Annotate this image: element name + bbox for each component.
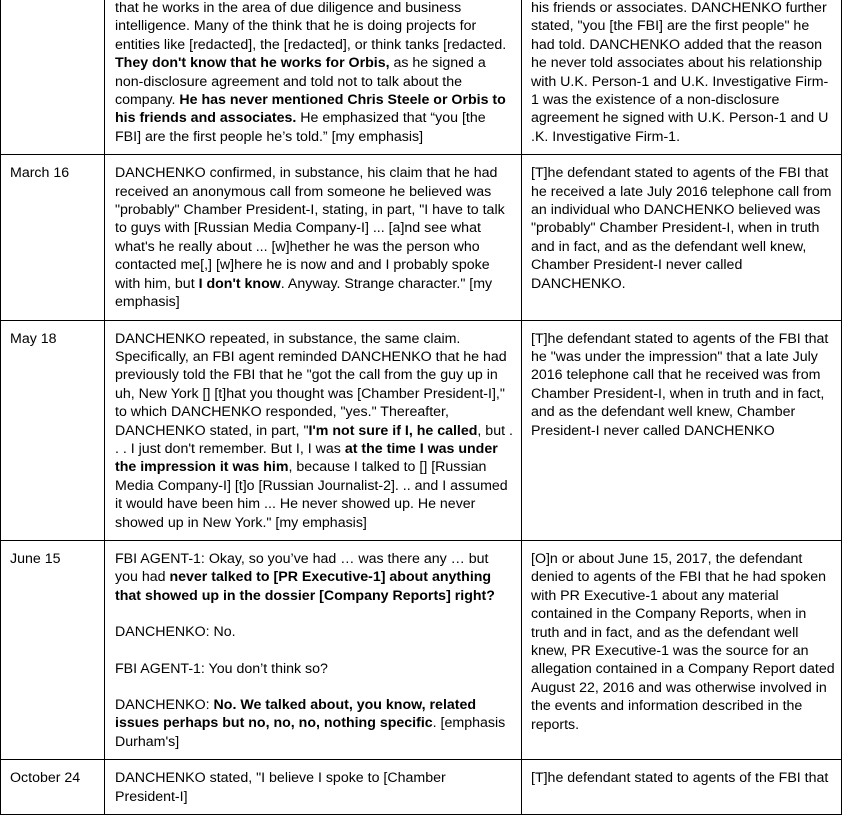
date-cell: May 18: [1, 320, 105, 540]
statement-cell: [105, 320, 522, 540]
statement-text: FBI AGENT-1: Okay, so you’ve had … was there any … but you had: [115, 550, 489, 586]
emphasized-text: I don't know: [198, 275, 281, 292]
statement-text: as he signed a non-disclosure agreement and told not to talk about the company.: [115, 55, 486, 109]
statement-cell: [105, 760, 522, 815]
statement-text: He emphasized that “you [the FBI] are the first people he’s told.” [my emphasis]: [115, 110, 486, 145]
indictment-cell: his friends or associates. DANCHENKO further stated, "you [the FBI] are the first people" he had told. DANCHENKO added that the reason he never told associates about his relationship with U.K. Person-1 and U.K. Investigative Firm-1 was the existence of a non-disclosure agreement he signed with U.K. Person-1 and U .K. Investigative Firm-1.: [522, 0, 842, 155]
statement-text: DANCHENKO:: [115, 697, 214, 713]
table-body: [1, 0, 842, 815]
date-cell: [1, 0, 105, 155]
statement-text: DANCHENKO confirmed, in substance, his claim that he had received an anonymous call from someone he believed was "probably" Chamber President-I, stating, in part, "I have to talk to guys with [Russian Media Company-I] ... [a]nd see what what's he really about ... [w]hether he was the person who contacted me[,] [w]here he is now and and I probably spoke with him, but: [115, 165, 505, 292]
statement-paragraph: [115, 623, 513, 641]
statement-text: DANCHENKO repeated, in substance, the same claim. Specifically, an FBI agent reminded DANCHENKO that he had previously told the FBI that he "got the call from the guy up in uh, New York [] [t]hat you thought was [Chamber President-I]," to which DANCHENKO responded, "yes." Thereafter, DANCHENKO stated, in part, ": [115, 330, 507, 439]
emphasized-text: I'm not sure if I, he called: [308, 422, 478, 439]
statement-paragraph: [115, 660, 513, 678]
emphasized-text: at the time I was under the impression it was him: [115, 440, 498, 476]
statement-paragraph: [115, 0, 513, 146]
date-cell: March 16: [1, 155, 105, 320]
indictment-cell: [T]he defendant stated to agents of the FBI that he received a late July 2016 telephone call from an individual who DANCHENKO believed was "probably" Chamber President-I, when in truth and in fact, and as the defendant well knew, Chamber President-I never called DANCHENKO.: [522, 155, 842, 320]
table-row: [1, 155, 842, 320]
emphasized-text: He has never mentioned Chris Steele or Orbis to his friends and associates.: [115, 92, 506, 127]
indictment-cell: [T]he defendant stated to agents of the FBI that: [522, 760, 842, 815]
statement-text: , but . . . I just don't remember. But I, I was: [115, 422, 513, 457]
statement-text: . Anyway. Strange character." [my emphasis]: [115, 275, 493, 311]
table-row: [1, 760, 842, 815]
statement-cell: [105, 540, 522, 759]
statement-paragraph: [115, 330, 513, 532]
date-cell: June 15: [1, 540, 105, 759]
statement-text: DANCHENKO stated, "I believe I spoke to [Chamber President-I]: [115, 770, 446, 805]
emphasized-text: No. We talked about, you know, related issues perhaps but no, no, no, nothing specific: [115, 697, 477, 732]
statement-paragraph: [115, 769, 513, 806]
statement-text: that he works in the area of due diligence and business intelligence. Many of the think that he is doing projects for entities like [redacted], the [redacted], or think tanks [redacted.: [115, 0, 507, 53]
table-row: [1, 320, 842, 540]
emphasized-text: They don't know that he works for Orbis,: [115, 55, 390, 72]
statement-cell: [105, 0, 522, 155]
statement-text: DANCHENKO: No.: [115, 624, 236, 641]
statement-paragraph: [115, 164, 513, 311]
statement-paragraph: [115, 696, 513, 751]
table-row: [1, 0, 842, 155]
date-cell: October 24: [1, 760, 105, 815]
statement-paragraph: [115, 550, 513, 605]
table-row: [1, 540, 842, 759]
statement-text: FBI AGENT-1: You don’t think so?: [115, 660, 328, 677]
statement-cell: [105, 155, 522, 320]
indictment-cell: [O]n or about June 15, 2017, the defendant denied to agents of the FBI that he had spoken with PR Executive-1 about any material contained in the Company Reports, when in truth and in fact, and as the defendant well knew, PR Executive-1 was the source for an allegation contained in a Company Report dated August 22, 2016 and was otherwise involved in the events and information described in the reports.: [522, 540, 842, 759]
emphasized-text: never talked to [PR Executive-1] about anything that showed up in the dossier [Company Reports] right?: [115, 569, 495, 604]
statement-text: . [emphasis Durham's]: [115, 715, 506, 750]
statement-text: , because I talked to [] [Russian Media Company-I] [t]o [Russian Journalist-2]. .. and I assumed it would have been him ... He never showed up. He never showed up in New York." [my emphasis]: [115, 459, 508, 531]
indictment-cell: [T]he defendant stated to agents of the FBI that he "was under the impression" that a late July 2016 telephone call that he received was from Chamber President-I, when in truth and in fact, and as the defendant well knew, Chamber President-I never called DANCHENKO: [522, 320, 842, 540]
